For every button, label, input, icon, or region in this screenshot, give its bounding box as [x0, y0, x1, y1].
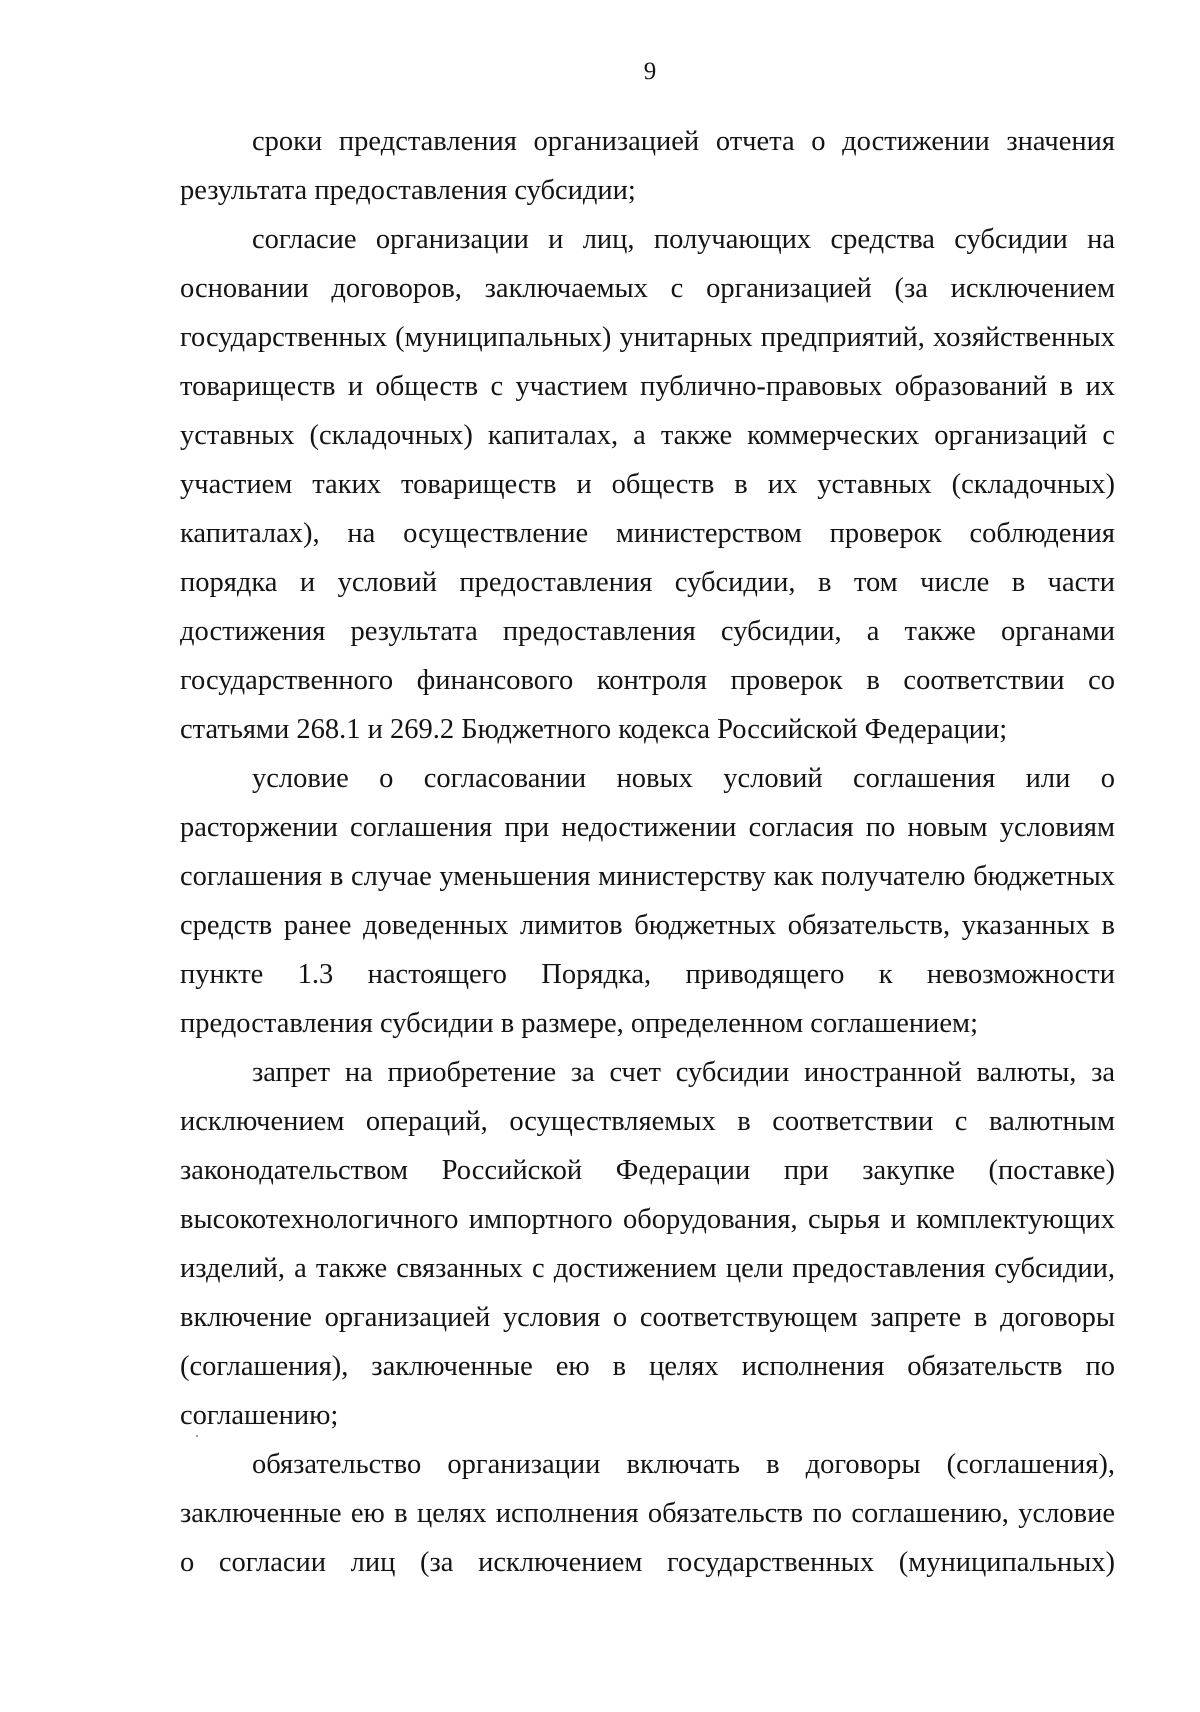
- document-body: [180, 117, 1115, 1587]
- paragraph-currency-purchase-ban: запрет на приобретение за счет субсидии иностранной валюты, за исключением операций, осуществляемых в соответствии с валютным законодательством Российской Федерации при закупке (поставке) высокотехнологичного импортного оборудования, сырья и комплектующих изделий, а также связанных с достижением цели предоставления субсидии, включение организацией условия о соответствующем запрете в договоры (соглашения), заключенные ею в целях исполнения обязательств по соглашению;: [180, 1057, 1115, 1431]
- paragraph-consent-to-inspections: согласие организации и лиц, получающих средства субсидии на основании договоров, заключаемых с организацией (за исключением государственных (муниципальных) унитарных предприятий, хозяйственных товариществ и обществ с участием публично-правовых образований в их уставных (складочных) капиталах, а также коммерческих организаций с участием таких товариществ и обществ в их уставных (складочных) капиталах), на осуществление министерством проверок соблюдения порядка и условий предоставления субсидии, в том числе в части достижения результата предоставления субсидии, а также органами государственного финансового контроля проверок в соответствии со статьями 268.1 и 269.2 Бюджетного кодекса Российской Федерации;: [180, 224, 1115, 745]
- paragraph-agreement-amendment: условие о согласовании новых условий соглашения или о расторжении соглашения при недостижении согласия по новым условиям соглашения в случае уменьшения министерству как получателю бюджетных средств ранее доведенных лимитов бюджетных обязательств, указанных в пункте 1.3 настоящего Порядка, приводящего к невозможности предоставления субсидии в размере, определенном соглашением;: [180, 763, 1115, 1039]
- paragraph-report-deadlines: сроки представления организацией отчета о достижении значения результата предоставления субсидии;: [180, 126, 1115, 206]
- paragraph-contract-obligation: обязательство организации включать в договоры (соглашения), заключенные ею в целях исполнения обязательств по соглашению, условие о согласии лиц (за исключением государственных (муниципальных): [180, 1449, 1115, 1578]
- page-number: 9: [643, 58, 657, 85]
- scan-speck: [196, 1435, 198, 1437]
